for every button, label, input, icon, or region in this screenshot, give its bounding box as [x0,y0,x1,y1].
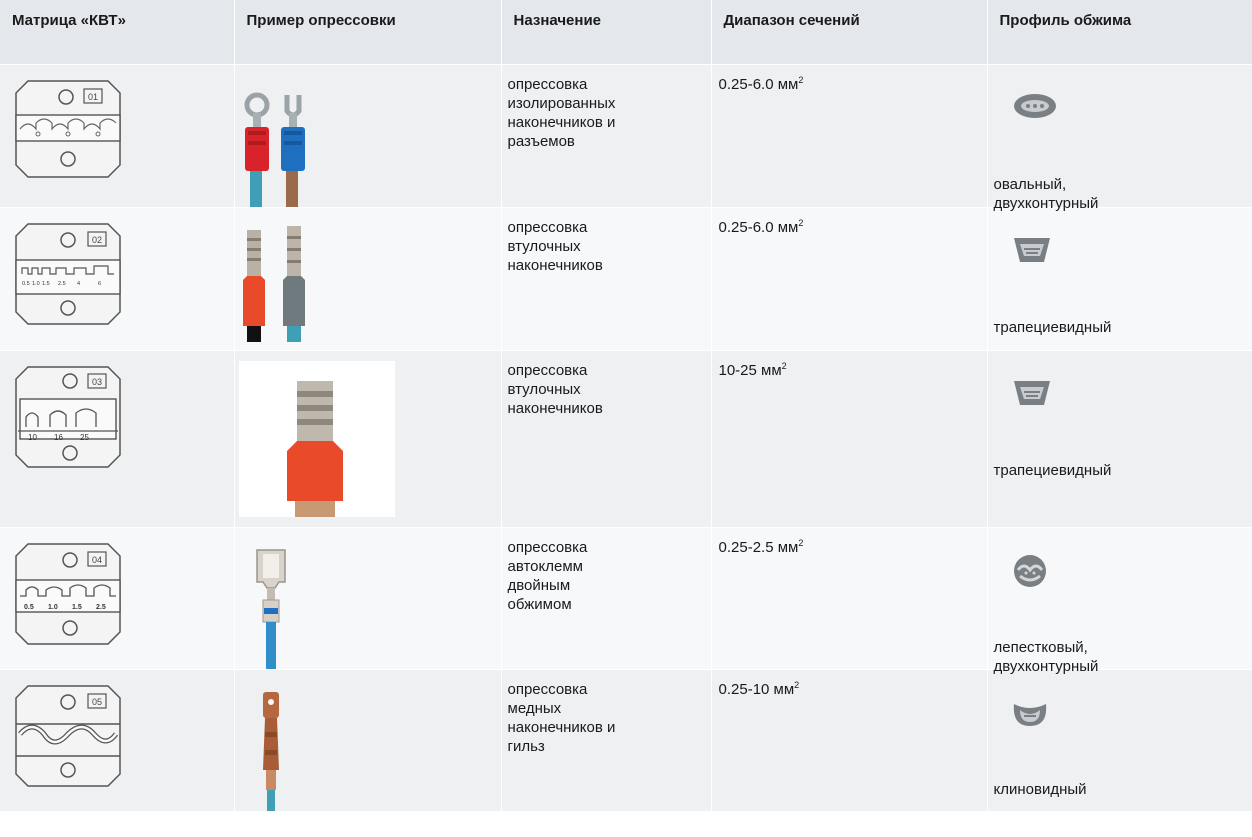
die-scale-label: 1.5 [72,603,82,611]
purpose-text: опрессовка втулочных наконечников [507,218,603,274]
crimp-die-01-icon [14,79,122,179]
die-cell [0,350,234,527]
header-matrix: Матрица «КВТ» [0,0,234,64]
profile-label: трапециевидный [993,318,1112,336]
range-cell [711,669,987,811]
purpose-cell [501,527,711,669]
die-number-label: 05 [91,696,103,707]
range-text: 0.25-6.0 $мм^2$ [718,74,804,93]
range-text: 10-25 $мм^2$ [718,360,787,379]
die-scale-label: 1.5 [42,280,50,287]
profile-cell [987,64,1252,212]
example-cell [234,527,501,669]
purpose-cell [501,64,711,207]
table-row [0,350,1252,527]
die-number-label: 04 [91,554,103,565]
header-purpose: Назначение [501,0,711,64]
crimp-die-03-icon [14,365,122,469]
large-ferrule-terminal-icon [235,351,502,527]
die-cell [0,64,234,207]
purpose-cell [501,207,711,350]
example-cell [234,669,501,811]
crimp-die-04-icon [14,542,122,646]
die-scale-label: 0.5 [22,280,30,287]
die-cell [0,527,234,669]
trapezoid-profile-icon [1012,377,1052,407]
insulated-ring-and-fork-terminals-icon [235,65,502,207]
purpose-text: опрессовка втулочных наконечников [507,361,603,417]
die-scale-label: 1.0 [48,603,58,611]
profile-label: лепестковый, двухконтурный [993,638,1099,675]
profile-label: овальный, двухконтурный [993,175,1099,212]
die-scale-label: 4 [77,280,81,287]
ferrule-terminals-icon [235,208,502,350]
range-text: 0.25-2.5 $мм^2$ [718,537,804,556]
oval-double-profile-icon [1012,91,1058,121]
purpose-cell [501,350,711,527]
die-number-label: 02 [91,234,103,245]
header-profile: Профиль обжима [987,0,1252,64]
die-cell [0,207,234,350]
profile-cell [987,350,1252,527]
profile-label: трапециевидный [993,461,1112,479]
die-scale-label: 2.5 [58,280,66,287]
die-scale-label: 16 [54,432,63,442]
example-cell [234,64,501,207]
purpose-text: опрессовка изолированных наконечников и разъемов [507,75,616,150]
table-header-row [0,0,1252,64]
die-scale-label: 1.0 [32,280,40,287]
range-cell [711,527,987,669]
range-cell [711,64,987,207]
copper-tube-lug-icon [235,670,502,811]
die-scale-label: 2.5 [96,603,106,611]
header-example: Пример опрессовки [234,0,501,64]
example-cell [234,207,501,350]
range-text: 0.25-6.0 $мм^2$ [718,217,804,236]
petal-double-profile-icon [1012,554,1048,588]
trapezoid-profile-icon [1012,234,1052,264]
crimp-die-02-icon [14,222,122,326]
die-scale-label: 25 [80,432,89,442]
range-cell [711,350,987,527]
range-text: 0.25-10 $мм^2$ [718,679,800,698]
header-range: Диапазон сечений [711,0,987,64]
wedge-profile-icon [1012,696,1048,728]
die-scale-label: 6 [98,280,102,287]
example-cell [234,350,501,527]
table-row [0,64,1252,207]
die-scale-label: 0.5 [24,603,34,611]
range-cell [711,207,987,350]
purpose-cell [501,669,711,811]
die-number-label: 03 [91,376,103,387]
flat-female-terminal-icon [235,528,502,669]
profile-label: клиновидный [993,780,1087,798]
purpose-text: опрессовка автоклемм двойным обжимом [507,538,588,613]
die-scale-label: 10 [28,432,37,442]
crimp-die-05-icon [14,684,122,788]
purpose-text: опрессовка медных наконечников и гильз [507,680,616,755]
die-number-label: 01 [87,91,99,102]
die-cell [0,669,234,811]
